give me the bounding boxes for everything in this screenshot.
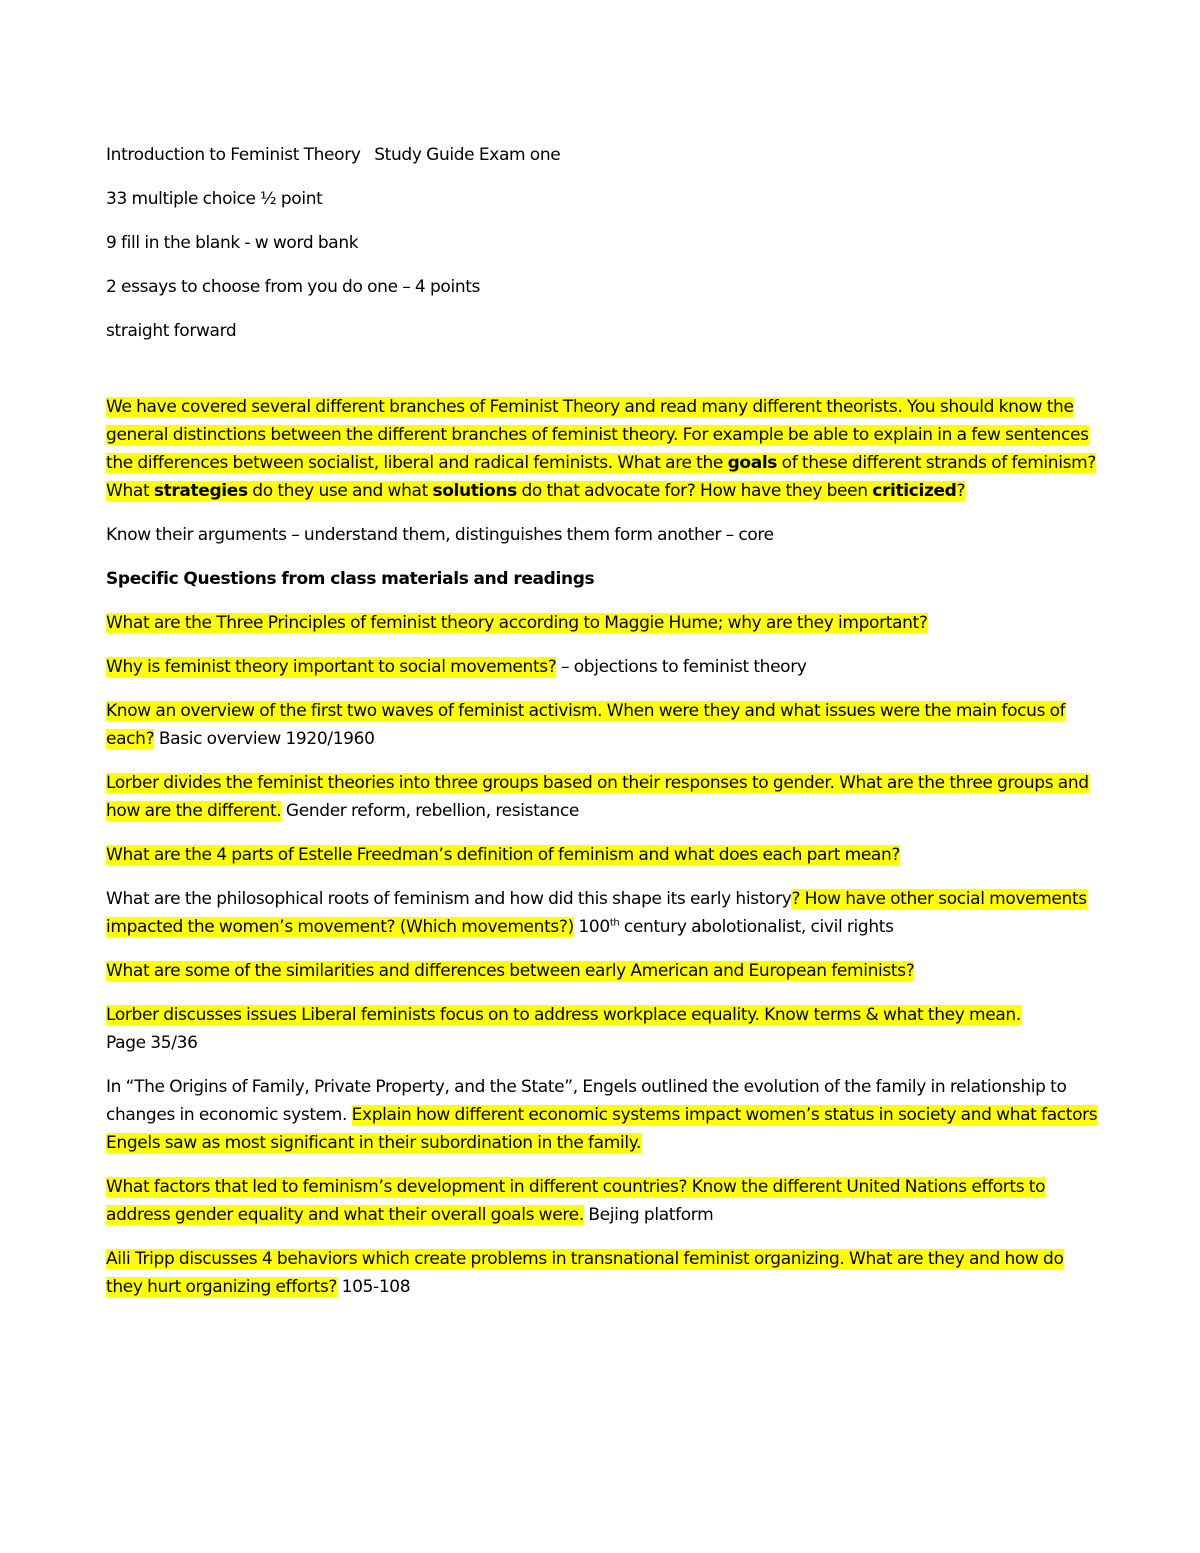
format-line-4: straight forward <box>106 321 237 341</box>
format-line-1: 33 multiple choice ½ point <box>106 189 323 209</box>
question-5: What are the 4 parts of Estelle Freedman’s definition of feminism and what does each part mean? <box>106 845 901 865</box>
question-7: What are some of the similarities and differences between early American and European feminists? <box>106 961 915 981</box>
section-heading: Specific Questions from class materials and readings <box>106 569 595 589</box>
format-line-3: 2 essays to choose from you do one – 4 points <box>106 277 481 297</box>
question-4: Lorber divides the feminist theories into three groups based on their responses to gender. What are the three groups and how are the different. Gender reform, rebellion, resistance <box>106 773 1089 821</box>
question-1: What are the Three Principles of feminist theory according to Maggie Hume; why are they important? <box>106 613 928 633</box>
overview-note: Know their arguments – understand them, distinguishes them form another – core <box>106 525 774 545</box>
question-3: Know an overview of the first two waves of feminist activism. When were they and what issues were the main focus of each? Basic overview 1920/1960 <box>106 701 1066 749</box>
spacer <box>106 361 1100 393</box>
question-8: Lorber discusses issues Liberal feminists focus on to address workplace equality. Know terms & what they mean. Page 35/36 <box>106 1005 1021 1053</box>
format-line-2: 9 fill in the blank - w word bank <box>106 233 359 253</box>
question-11: Aili Tripp discusses 4 behaviors which create problems in transnational feminist organizing. What are they and how do they hurt organizing efforts? 105-108 <box>106 1249 1064 1297</box>
overview-paragraph: We have covered several different branches of Feminist Theory and read many different theorists. You should know the general distinctions between the different branches of feminist theory. For example be able to explain in a few sentences the differences between socialist, liberal and radical feminists. What are the goals of these different strands of feminism? What strategies do they use and what solutions do that advocate for? How have they been criticized? <box>106 397 1096 501</box>
question-2: Why is feminist theory important to social movements? – objections to feminist theory <box>106 657 807 677</box>
course-title: Introduction to Feminist Theory <box>106 145 361 165</box>
question-9: In “The Origins of Family, Private Property, and the State”, Engels outlined the evolution of the family in relationship to changes in economic system. Explain how different economic systems impact women’s status in society and what factors Engels saw as most significant in their subordination in the family. <box>106 1077 1098 1153</box>
question-6: What are the philosophical roots of feminism and how did this shape its early history? How have other social movements impacted the women’s movement? (Which movements?) 100th century abolotionalist, civil rights <box>106 889 1087 937</box>
question-10: What factors that led to feminism’s development in different countries? Know the different United Nations efforts to address gender equality and what their overall goals were. Bejing platform <box>106 1177 1046 1225</box>
guide-title: Study Guide Exam one <box>374 145 561 165</box>
document-page <box>106 141 1100 1317</box>
doc-title <box>106 141 1100 169</box>
